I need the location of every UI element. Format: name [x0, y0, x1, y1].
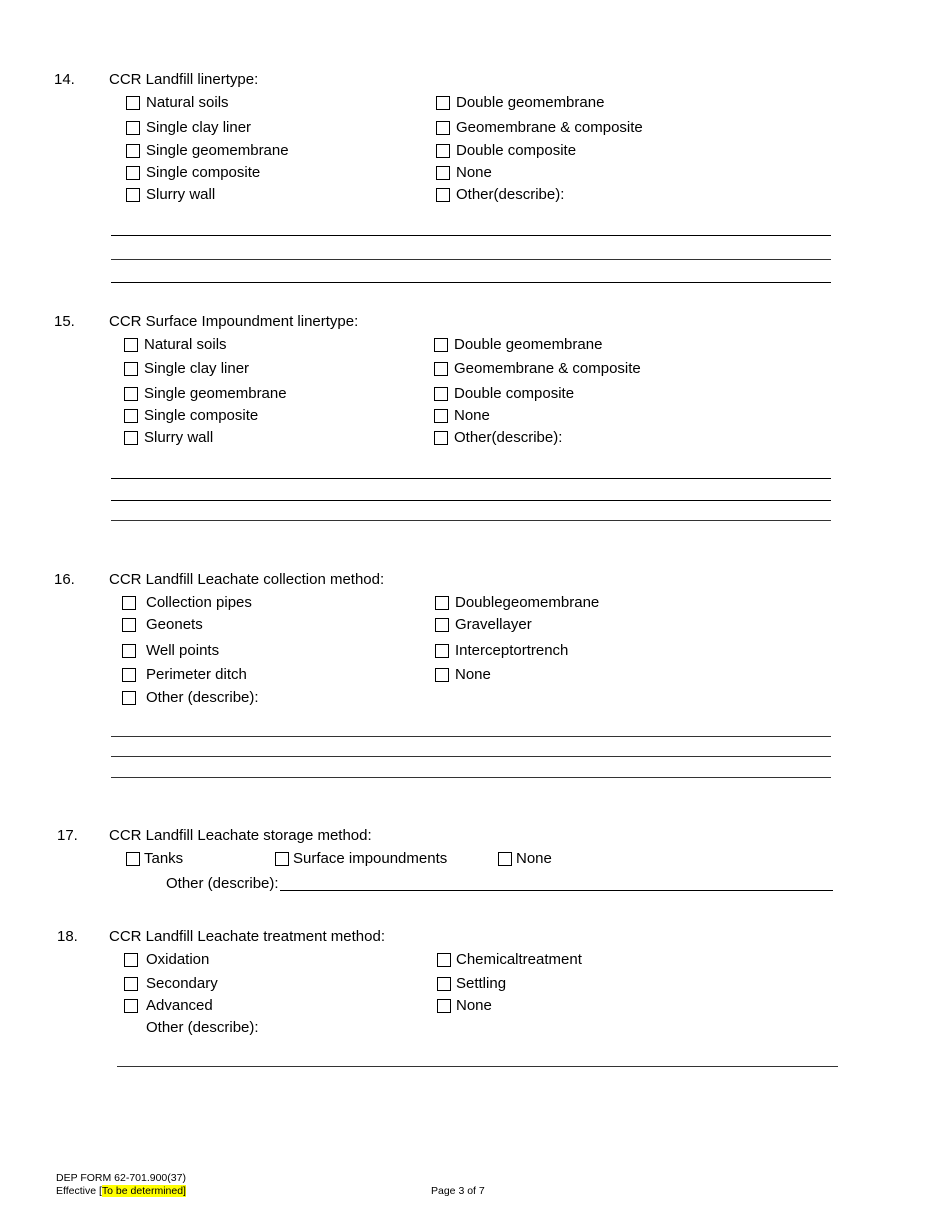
checkbox-icon[interactable] — [122, 618, 136, 632]
q14-answer-line-2[interactable] — [111, 259, 831, 260]
q15-number: 15. — [54, 313, 75, 330]
checkbox-icon[interactable] — [126, 121, 140, 135]
checkbox-icon[interactable] — [126, 166, 140, 180]
checkbox-icon[interactable] — [122, 691, 136, 705]
q17-option-tanks[interactable]: Tanks — [126, 850, 183, 867]
q14-number: 14. — [54, 71, 75, 88]
q16-answer-line-2[interactable] — [111, 756, 831, 757]
checkbox-icon[interactable] — [124, 338, 138, 352]
checkbox-icon[interactable] — [124, 431, 138, 445]
q16-option-none[interactable]: None — [435, 666, 491, 683]
q15-option-single-clay-liner[interactable]: Single clay liner — [124, 360, 249, 377]
q14-title: CCR Landfill linertype: — [109, 71, 259, 88]
q15-option-other[interactable]: Other(describe): — [434, 429, 562, 446]
q17-other-label: Other (describe): — [166, 875, 279, 892]
q14-answer-line-3[interactable] — [111, 282, 831, 283]
q14-option-other[interactable]: Other(describe): — [436, 186, 564, 203]
checkbox-icon[interactable] — [124, 362, 138, 376]
q18-option-settling[interactable]: Settling — [437, 975, 506, 992]
checkbox-icon[interactable] — [436, 188, 450, 202]
q15-option-single-geomembrane[interactable]: Single geomembrane — [124, 385, 287, 402]
q16-answer-line-1[interactable] — [111, 736, 831, 737]
checkbox-icon[interactable] — [437, 977, 451, 991]
checkbox-icon[interactable] — [122, 644, 136, 658]
q18-option-oxidation[interactable]: Oxidation — [124, 951, 209, 968]
checkbox-icon[interactable] — [435, 668, 449, 682]
q14-option-single-geomembrane[interactable]: Single geomembrane — [126, 142, 289, 159]
checkbox-icon[interactable] — [436, 121, 450, 135]
checkbox-icon[interactable] — [124, 387, 138, 401]
q18-number: 18. — [57, 928, 78, 945]
q15-answer-line-1[interactable] — [111, 478, 831, 479]
checkbox-icon[interactable] — [436, 166, 450, 180]
q15-option-slurry-wall[interactable]: Slurry wall — [124, 429, 213, 446]
q14-option-natural-soils[interactable]: Natural soils — [126, 94, 229, 111]
q15-title: CCR Surface Impoundment linertype: — [109, 313, 359, 330]
q17-option-surface-impoundments[interactable]: Surface impoundments — [275, 850, 447, 867]
q16-option-geonets[interactable]: Geonets — [122, 616, 203, 633]
q15-answer-line-3[interactable] — [111, 520, 831, 521]
checkbox-icon[interactable] — [434, 409, 448, 423]
checkbox-icon[interactable] — [436, 144, 450, 158]
q14-answer-line-1[interactable] — [111, 235, 831, 236]
effective-date-highlight: To be determined] — [101, 1185, 186, 1197]
q16-number: 16. — [54, 571, 75, 588]
q15-option-double-composite[interactable]: Double composite — [434, 385, 574, 402]
q16-option-gravel-layer[interactable]: Gravellayer — [435, 616, 532, 633]
q15-option-geomembrane-composite[interactable]: Geomembrane & composite — [434, 360, 641, 377]
q16-option-perimeter-ditch[interactable]: Perimeter ditch — [122, 666, 247, 683]
q17-option-none[interactable]: None — [498, 850, 552, 867]
checkbox-icon[interactable] — [437, 999, 451, 1013]
q18-option-none[interactable]: None — [437, 997, 492, 1014]
q18-option-advanced[interactable]: Advanced — [124, 997, 213, 1014]
q15-option-single-composite[interactable]: Single composite — [124, 407, 258, 424]
q14-option-double-geomembrane[interactable]: Double geomembrane — [436, 94, 604, 111]
q18-other-label: Other (describe): — [146, 1019, 259, 1036]
q15-option-double-geomembrane[interactable]: Double geomembrane — [434, 336, 602, 353]
q16-option-other[interactable]: Other (describe): — [122, 689, 259, 706]
q14-option-geomembrane-composite[interactable]: Geomembrane & composite — [436, 119, 643, 136]
checkbox-icon[interactable] — [435, 644, 449, 658]
checkbox-icon[interactable] — [434, 431, 448, 445]
checkbox-icon[interactable] — [122, 596, 136, 610]
checkbox-icon[interactable] — [434, 338, 448, 352]
q16-option-double-geomembrane[interactable]: Doublegeomembrane — [435, 594, 599, 611]
q14-option-slurry-wall[interactable]: Slurry wall — [126, 186, 215, 203]
q16-title: CCR Landfill Leachate collection method: — [109, 571, 385, 588]
q16-option-well-points[interactable]: Well points — [122, 642, 219, 659]
q14-option-single-composite[interactable]: Single composite — [126, 164, 260, 181]
checkbox-icon[interactable] — [435, 618, 449, 632]
footer-form-id: DEP FORM 62-701.900(37) — [56, 1172, 186, 1184]
checkbox-icon[interactable] — [437, 953, 451, 967]
q16-option-collection-pipes[interactable]: Collection pipes — [122, 594, 252, 611]
footer-page-number: Page 3 of 7 — [431, 1185, 485, 1197]
checkbox-icon[interactable] — [126, 852, 140, 866]
checkbox-icon[interactable] — [124, 409, 138, 423]
checkbox-icon[interactable] — [436, 96, 450, 110]
q18-title: CCR Landfill Leachate treatment method: — [109, 928, 385, 945]
checkbox-icon[interactable] — [124, 953, 138, 967]
q14-option-double-composite[interactable]: Double composite — [436, 142, 576, 159]
q15-option-none[interactable]: None — [434, 407, 490, 424]
q15-option-natural-soils[interactable]: Natural soils — [124, 336, 227, 353]
q17-other-input-line[interactable] — [280, 890, 833, 891]
checkbox-icon[interactable] — [126, 144, 140, 158]
q18-option-chemical-treatment[interactable]: Chemicaltreatment — [437, 951, 582, 968]
checkbox-icon[interactable] — [122, 668, 136, 682]
q18-answer-line[interactable] — [117, 1066, 838, 1067]
checkbox-icon[interactable] — [126, 96, 140, 110]
q16-option-interceptor-trench[interactable]: Interceptortrench — [435, 642, 568, 659]
checkbox-icon[interactable] — [275, 852, 289, 866]
checkbox-icon[interactable] — [124, 977, 138, 991]
footer-effective: Effective [To be determined] — [56, 1185, 186, 1197]
checkbox-icon[interactable] — [126, 188, 140, 202]
q17-number: 17. — [57, 827, 78, 844]
q18-option-secondary[interactable]: Secondary — [124, 975, 218, 992]
q14-option-none[interactable]: None — [436, 164, 492, 181]
checkbox-icon[interactable] — [435, 596, 449, 610]
q14-option-single-clay-liner[interactable]: Single clay liner — [126, 119, 251, 136]
checkbox-icon[interactable] — [124, 999, 138, 1013]
checkbox-icon[interactable] — [498, 852, 512, 866]
q16-answer-line-3[interactable] — [111, 777, 831, 778]
q17-title: CCR Landfill Leachate storage method: — [109, 827, 372, 844]
checkbox-icon[interactable] — [434, 362, 448, 376]
q15-answer-line-2[interactable] — [111, 500, 831, 501]
checkbox-icon[interactable] — [434, 387, 448, 401]
